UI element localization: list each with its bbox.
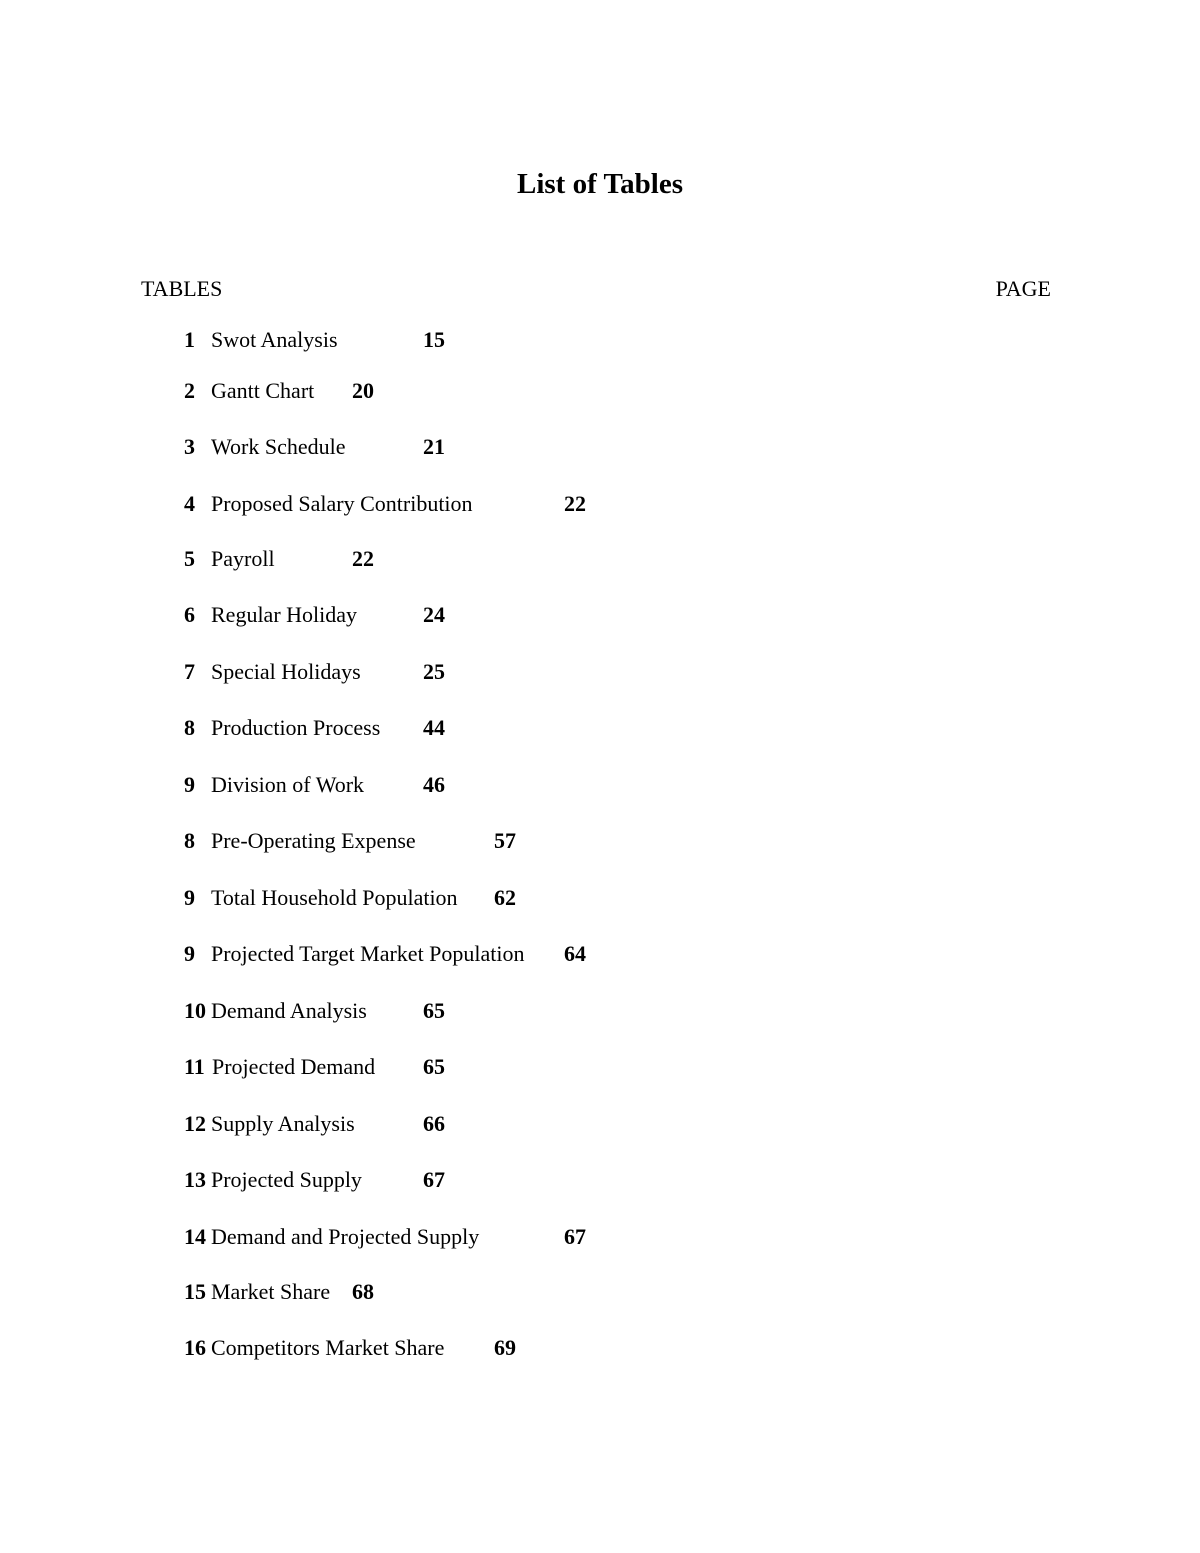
table-entry	[0, 430, 1200, 464]
entry-number: 4	[184, 491, 195, 516]
entry-page: 24	[423, 602, 445, 627]
entry-number: 9	[184, 772, 195, 797]
entry-label: Regular Holiday	[211, 602, 358, 627]
entry-page: 46	[423, 772, 445, 797]
entry-number: 15	[184, 1279, 206, 1304]
entry-page: 20	[352, 378, 374, 403]
page-title: List of Tables	[517, 168, 683, 200]
entry-page: 62	[494, 885, 516, 910]
table-entry	[0, 542, 1200, 576]
entry-number: 12	[184, 1111, 206, 1136]
entry-number: 9	[184, 941, 195, 966]
entry-label: Swot Analysis	[211, 327, 338, 352]
table-entry	[0, 824, 1200, 858]
entry-number: 8	[184, 828, 195, 853]
entry-label: Market Share	[211, 1279, 331, 1304]
entry-number: 16	[184, 1335, 206, 1360]
entry-page: 21	[423, 434, 445, 459]
entry-label: Projected Demand	[212, 1054, 376, 1079]
table-entry	[0, 323, 1200, 357]
entry-number: 6	[184, 602, 195, 627]
entry-number: 10	[184, 998, 206, 1023]
entry-label: Division of Work	[211, 772, 365, 797]
table-entry	[0, 655, 1200, 689]
table-entry	[0, 1107, 1200, 1141]
entry-label: Proposed Salary Contribution	[211, 491, 473, 516]
entry-page: 57	[494, 828, 516, 853]
table-entry	[0, 374, 1200, 408]
entry-page: 25	[423, 659, 445, 684]
table-entry	[0, 711, 1200, 745]
entry-page: 66	[423, 1111, 445, 1136]
entry-number: 8	[184, 715, 195, 740]
table-entry	[0, 1220, 1200, 1254]
table-entry	[0, 937, 1200, 971]
entry-page: 64	[564, 941, 586, 966]
entry-page: 69	[494, 1335, 516, 1360]
entry-page: 22	[352, 546, 374, 571]
entry-page: 44	[423, 715, 445, 740]
entry-page: 22	[564, 491, 586, 516]
entry-label: Projected Target Market Population	[211, 941, 525, 966]
entry-label: Work Schedule	[211, 434, 346, 459]
entry-number: 2	[184, 378, 195, 403]
page-column-header: PAGE	[995, 276, 1051, 301]
entry-label: Projected Supply	[211, 1167, 362, 1192]
entry-label: Total Household Population	[211, 885, 458, 910]
entry-label: Competitors Market Share	[211, 1335, 445, 1360]
entry-page: 67	[423, 1167, 445, 1192]
entry-number: 14	[184, 1224, 206, 1249]
entry-page: 68	[352, 1279, 374, 1304]
entry-number: 1	[184, 327, 195, 352]
entry-number: 9	[184, 885, 195, 910]
entry-number: 11	[184, 1054, 205, 1079]
entry-label: Pre-Operating Expense	[211, 828, 416, 853]
table-entry	[0, 487, 1200, 521]
entry-page: 65	[423, 1054, 445, 1079]
entry-page: 65	[423, 998, 445, 1023]
entry-number: 13	[184, 1167, 206, 1192]
entry-number: 7	[184, 659, 195, 684]
entry-label: Demand and Projected Supply	[211, 1224, 480, 1249]
entry-label: Special Holidays	[211, 659, 361, 684]
entry-page: 15	[423, 327, 445, 352]
entry-label: Demand Analysis	[211, 998, 367, 1023]
table-entry	[0, 1331, 1200, 1365]
table-entry	[0, 598, 1200, 632]
entry-number: 3	[184, 434, 195, 459]
table-entry	[0, 768, 1200, 802]
entry-label: Production Process	[211, 715, 381, 740]
entry-page: 67	[564, 1224, 586, 1249]
entry-label: Gantt Chart	[211, 378, 315, 403]
table-entry	[0, 994, 1200, 1028]
table-entry	[0, 1275, 1200, 1309]
table-entry	[0, 1163, 1200, 1197]
entry-label: Supply Analysis	[211, 1111, 355, 1136]
entry-label: Payroll	[211, 546, 275, 571]
entry-number: 5	[184, 546, 195, 571]
tables-column-header: TABLES	[141, 276, 223, 301]
table-entry	[0, 881, 1200, 915]
table-entry	[0, 1050, 1200, 1084]
